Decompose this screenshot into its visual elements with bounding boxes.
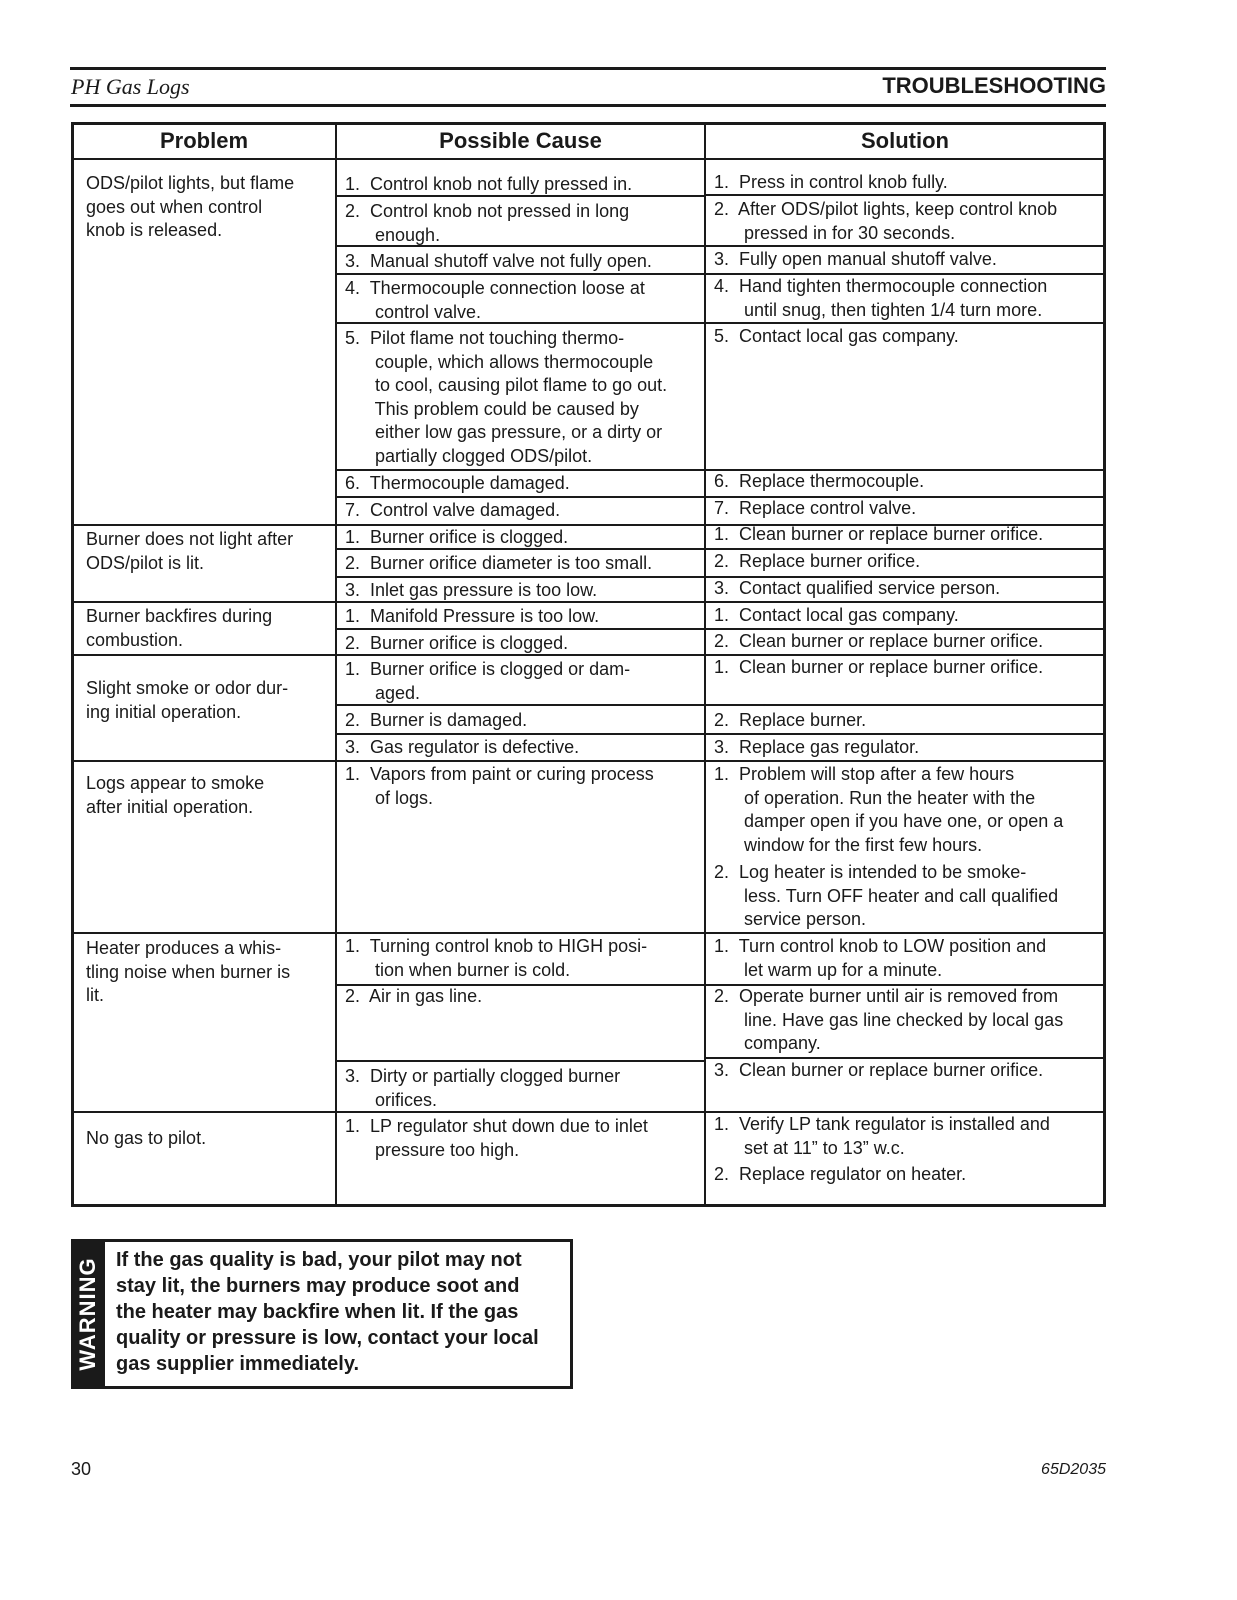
solution-cell: 1. Clean burner or replace burner orifice. xyxy=(714,657,1044,677)
cause-cell: 1. Burner orifice is clogged. xyxy=(345,527,569,547)
cause-cell: 1. Control knob not fully pressed in. xyxy=(345,174,633,194)
header-rule-bottom xyxy=(70,104,1106,107)
solution-cell: 6. Replace thermocouple. xyxy=(714,471,925,491)
solution-cell: 2. After ODS/pilot lights, keep control knob pressed in for 30 seconds. xyxy=(714,199,1058,243)
warning-text: If the gas quality is bad, your pilot may not stay lit, the burners may produce soot and the heater may backfire when lit. If the gas quality or pressure is low, contact your local gas supplier immediately. xyxy=(116,1249,539,1375)
solution-cell: 2. Replace burner. xyxy=(714,710,867,730)
solution-cell: 3. Fully open manual shutoff valve. xyxy=(714,249,997,269)
solution-cell: 2. Replace burner orifice. xyxy=(714,551,921,571)
cause-cell: 3. Inlet gas pressure is too low. xyxy=(345,580,598,600)
document-title: PH Gas Logs xyxy=(71,74,190,99)
cause-cell: 3. Dirty or partially clogged burner orifices. xyxy=(345,1066,621,1110)
cause-cell: 1. LP regulator shut down due to inlet pressure too high. xyxy=(345,1116,648,1160)
solution-cell: 5. Contact local gas company. xyxy=(714,326,959,346)
header-rule-top xyxy=(70,67,1106,70)
solution-cell: 1. Problem will stop after a few hours of operation. Run the heater with the damper open if you have one, or open a window for the first few hours. xyxy=(714,764,1064,855)
solution-cell: 2. Replace regulator on heater. xyxy=(714,1164,967,1184)
cause-cell: 1. Vapors from paint or curing process of logs. xyxy=(345,764,654,808)
cause-cell: 2. Air in gas line. xyxy=(345,986,483,1006)
problem-divider xyxy=(73,932,1104,934)
problem-cell: Burner does not light after ODS/pilot is lit. xyxy=(86,529,294,573)
header-row-divider xyxy=(73,158,1104,160)
cause-cell: 1. Manifold Pressure is too low. xyxy=(345,606,600,626)
problem-cell: Logs appear to smoke after initial operation. xyxy=(86,773,265,817)
document-number: 65D2035 xyxy=(1041,1461,1106,1478)
solution-cell: 3. Contact qualified service person. xyxy=(714,578,1001,598)
cause-cell: 2. Burner orifice diameter is too small. xyxy=(345,553,653,573)
cause-cell: 3. Gas regulator is defective. xyxy=(345,737,580,757)
solution-cell: 3. Clean burner or replace burner orifice. xyxy=(714,1060,1044,1080)
cause-cell: 2. Burner is damaged. xyxy=(345,710,528,730)
problem-cell: No gas to pilot. xyxy=(86,1128,207,1148)
solution-cell: 4. Hand tighten thermocouple connection until snug, then tighten 1/4 turn more. xyxy=(714,276,1048,320)
problem-cell: ODS/pilot lights, but flame goes out when control knob is released. xyxy=(86,173,295,240)
solution-cell: 1. Press in control knob fully. xyxy=(714,172,948,192)
solution-cell: 2. Operate burner until air is removed from line. Have gas line checked by local gas company. xyxy=(714,986,1064,1053)
cause-cell: 1. Burner orifice is clogged or dam- aged. xyxy=(345,659,631,703)
solution-cell: 1. Turn control knob to LOW position and let warm up for a minute. xyxy=(714,936,1047,980)
section-title: TROUBLESHOOTING xyxy=(882,73,1106,98)
solution-cell: 1. Contact local gas company. xyxy=(714,605,959,625)
problem-cell: Heater produces a whis- tling noise when burner is lit. xyxy=(86,938,291,1005)
solution-cell: 1. Clean burner or replace burner orifice. xyxy=(714,524,1044,544)
cause-cell: 1. Turning control knob to HIGH posi- tion when burner is cold. xyxy=(345,936,648,980)
page-number: 30 xyxy=(71,1459,92,1479)
column-header-solution: Solution xyxy=(861,128,949,153)
solution-cell: 7. Replace control valve. xyxy=(714,498,917,518)
column-header-problem: Problem xyxy=(159,128,249,153)
solution-cell: 2. Clean burner or replace burner orifice. xyxy=(714,631,1044,651)
cause-cell: 5. Pilot flame not touching thermo- couple, which allows thermocouple to cool, causing pilot flame to go out. This problem could be caused by either low gas pressure, or a dirty or partially clogged ODS/pilot. xyxy=(345,328,668,466)
column-divider xyxy=(704,124,706,1204)
problem-cell: Slight smoke or odor dur- ing initial operation. xyxy=(86,678,289,722)
cause-cell: 4. Thermocouple connection loose at control valve. xyxy=(345,278,645,322)
cause-cell: 3. Manual shutoff valve not fully open. xyxy=(345,251,652,271)
solution-cell: 3. Replace gas regulator. xyxy=(714,737,920,757)
problem-cell: Burner backfires during combustion. xyxy=(86,606,273,650)
column-header-possible-cause: Possible Cause xyxy=(439,128,602,153)
cause-cell: 2. Burner orifice is clogged. xyxy=(345,633,569,653)
cause-cell: 6. Thermocouple damaged. xyxy=(345,473,570,493)
problem-divider xyxy=(73,760,1104,762)
solution-cell: 2. Log heater is intended to be smoke- less. Turn OFF heater and call qualified service person. xyxy=(714,862,1059,929)
solution-cell: 1. Verify LP tank regulator is installed and set at 11” to 13” w.c. xyxy=(714,1114,1050,1158)
row-divider xyxy=(337,1060,704,1062)
row-divider xyxy=(337,733,1104,735)
column-divider xyxy=(335,124,337,1204)
warning-label: WARNING xyxy=(75,1257,100,1371)
cause-cell: 7. Control valve damaged. xyxy=(345,500,561,520)
cause-cell: 2. Control knob not pressed in long enough. xyxy=(345,201,630,245)
